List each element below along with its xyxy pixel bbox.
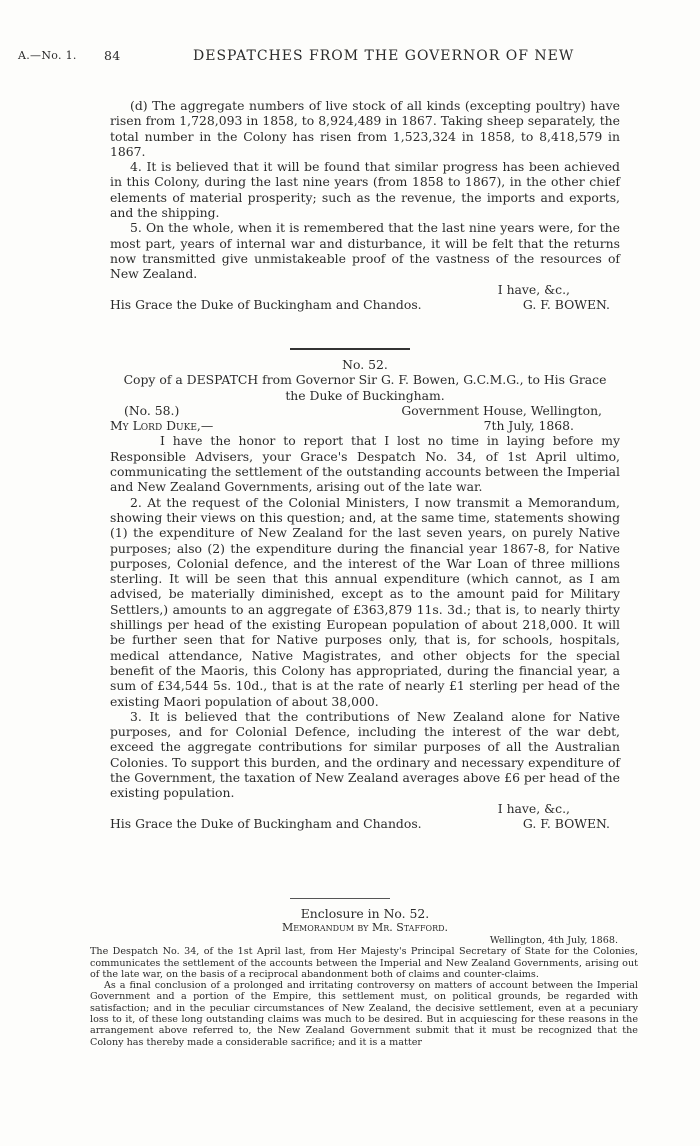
addressee: His Grace the Duke of Buckingham and Chandos. (110, 815, 422, 831)
previous-despatch-text (110, 98, 620, 312)
signature-row (110, 297, 620, 312)
ref-location-row (110, 403, 620, 418)
paragraph-contributions: 3. It is believed that the contributions of New Zealand alone for Native purposes, and for Colonial Defence, including the interest of the war debt, exceed the aggregate contributions for similar purposes of all the Australian Colonies. To support this burden, and the ordinary and necessary expenditure of the Government, the taxation of New Zealand averages above £6 per head of the existing population. (110, 708, 620, 801)
section-divider (290, 348, 410, 350)
memorandum-paragraph-2: As a final conclusion of a prolonged and irritating controversy on matters of account between the Imperial Government and a portion of the Empire, this settlement must, on political grounds, be regarded with satisfaction; and in the peculiar circumstances of New Zealand, the decisive settlement, even at a pecuniary loss to it, of these long outstanding claims was much to be desired. But in acquiescing for these reasons in the arrangement above referred to, the New Zealand Government submit that it must be recognized that the Colony has thereby made a considerable sacrifice; and it is a matter (90, 980, 638, 1048)
despatch-52 (110, 357, 620, 831)
enclosure-title: Enclosure in No. 52. (300, 906, 430, 921)
despatch-heading: Copy of a DESPATCH from Governor Sir G. F. Bowen, G.C.M.G., to His Grace the Duke of Buckingham. (123, 372, 607, 403)
signature-row (110, 816, 620, 831)
memorandum-date: Wellington, 4th July, 1868. (489, 935, 618, 946)
paragraph-livestock: (d) The aggregate numbers of live stock of all kinds (excepting poultry) have risen from 1,728,093 in 1858, to 8,924,489 in 1867. Taking sheep separately, the total number in the Colony has risen from 1,523,324 in 1858, to 8,418,579 in 1867. (110, 98, 620, 159)
paragraph-progress: 4. It is believed that it will be found that similar progress has been achieved in this Colony, during the last nine years (from 1858 to 1867), in the other chief elements of material prosperity; such as the revenue, the imports and exports, and the shipping. (110, 159, 620, 221)
memorandum-paragraph-1: The Despatch No. 34, of the 1st April last, from Her Majesty's Principal Secretary of State for the Colonies, communicates the settlement of the accounts between the Imperial and New Zealand Governments, arising out of the late war, on the basis of a reciprocal abandonment both of claims and counter-claims. (90, 946, 638, 980)
salutation: My Lord Duke,— (110, 418, 214, 434)
paragraph-conclusion: 5. On the whole, when it is remembered that the last nine years were, for the most part, years of internal war and disturbance, it will be felt that the returns now transmitted give unmistakeable proof of the vastness of the resources of New Zealand. (110, 220, 620, 282)
salutation-date-row (110, 418, 620, 433)
page-header (18, 48, 660, 68)
paragraph-report: I have the honor to report that I lost no time in laying before my Responsible Advisers, your Grace's Despatch No. 34, of 1st April ultimo, communicating the settlement of the outstanding accounts between the Imperial and New Zealand Governments, arising out of the late war. (110, 433, 620, 495)
paragraph-memorandum: 2. At the request of the Colonial Ministers, I now transmit a Memorandum, showing their views on this question; and, at the same time, statements showing (1) the expenditure of New Zealand for the last seven years, on purely Native purposes; also (2) the expenditure during the financial year 1867-8, for Native purposes, Colonial defence, and the interest of the War Loan of three millions sterling. It will be seen that this annual expenditure (which cannot, as I am advised, be materially diminished, except as to the amount paid for Military Settlers,) amounts to an aggregate of £363,879 11s. 3d.; that is, to nearly thirty shillings per head of the existing European population of about 218,000. It will be further seen that for Native purposes only, that is, for schools, hospitals, medical attendance, Native Magistrates, and other objects for the special benefit of the Maoris, this Colony has appropriated, during the financial year, a sum of £34,544 5s. 10d., that is at the rate of nearly £1 sterling per head of the existing Maori population of about 38,000. (110, 494, 620, 709)
despatch-location: Government House, Wellington, (401, 402, 602, 418)
despatch-date: 7th July, 1868. (483, 418, 574, 434)
memorandum-body (90, 935, 638, 1048)
closing: I have, &c., (497, 281, 570, 297)
signature: G. F. BOWEN. (522, 815, 610, 831)
closing: I have, &c., (497, 800, 570, 816)
running-title: DESPATCHES FROM THE GOVERNOR OF NEW (193, 48, 575, 64)
paper-reference: A.—No. 1. (18, 49, 77, 62)
addressee: His Grace the Duke of Buckingham and Chandos. (110, 296, 422, 312)
enclosure-subtitle: Memorandum by Mr. Stafford. (281, 921, 449, 935)
despatch-ref-no: (No. 58.) (124, 402, 180, 418)
signature: G. F. BOWEN. (522, 296, 610, 312)
page-number: 84 (104, 48, 121, 63)
enclosure-divider (290, 898, 390, 899)
enclosure (110, 906, 620, 934)
despatch-number: No. 52. (342, 357, 388, 372)
